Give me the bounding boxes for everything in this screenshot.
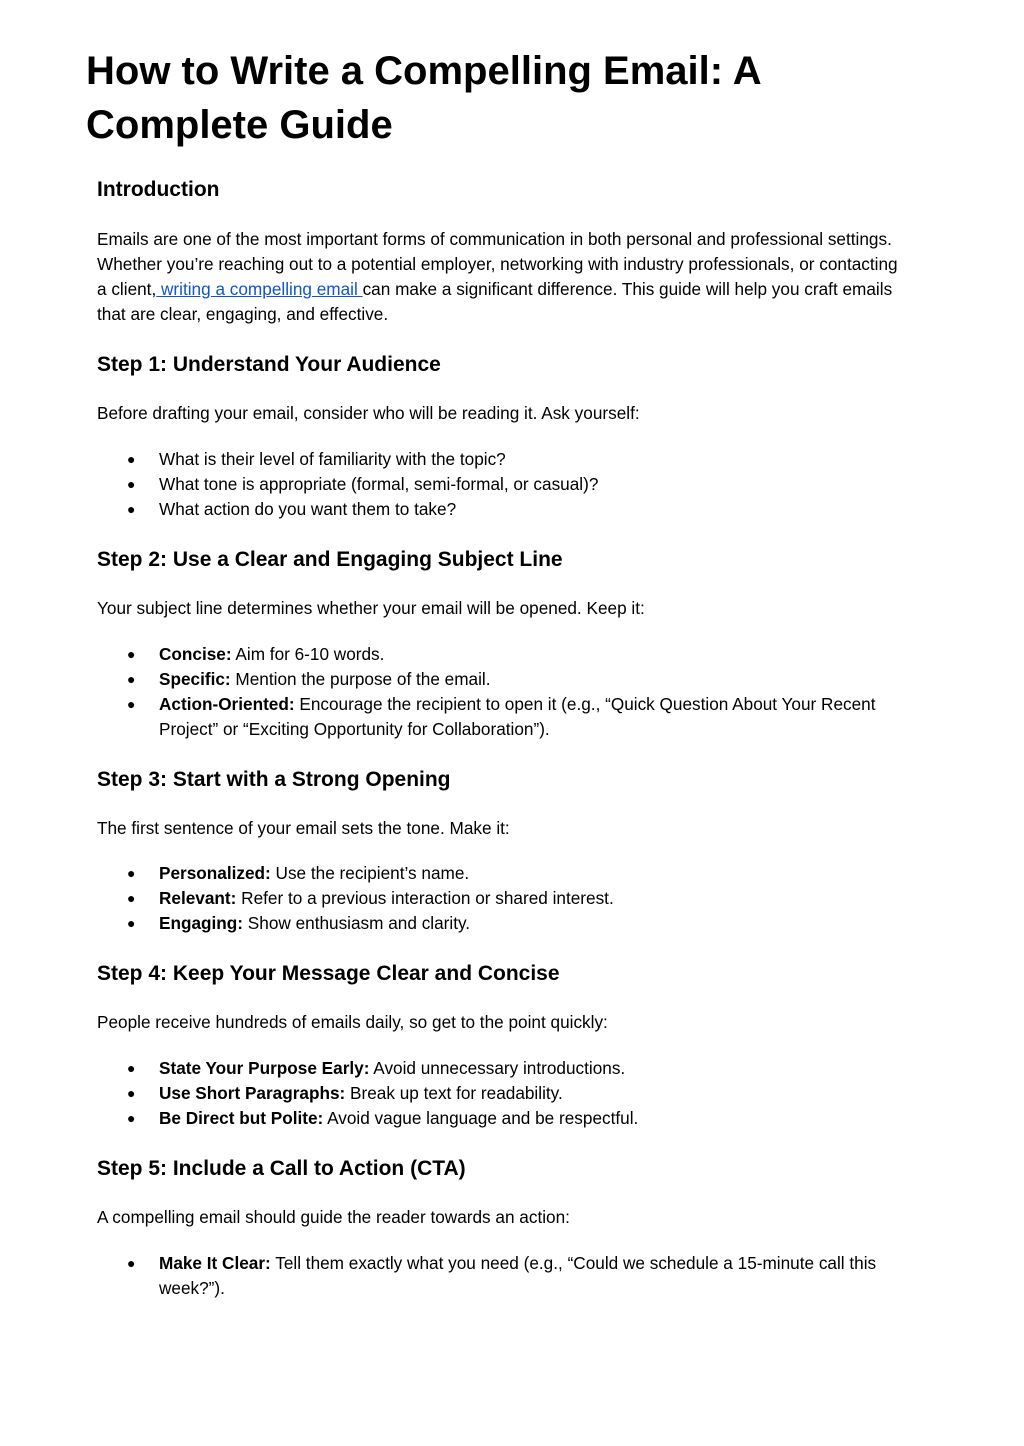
step2-lead: Your subject line determines whether your email will be opened. Keep it: bbox=[97, 598, 645, 618]
bullet-icon: ● bbox=[127, 476, 136, 492]
list-item-label: State Your Purpose Early: bbox=[159, 1058, 370, 1078]
list-item-text: Avoid vague language and be respectful. bbox=[323, 1108, 639, 1128]
step1-list bbox=[97, 447, 917, 522]
bullet-icon: ● bbox=[127, 915, 136, 931]
list-item-text: What tone is appropriate (formal, semi-formal, or casual)? bbox=[159, 474, 599, 494]
list-item-text: Tell them exactly what you need (e.g., “Could we schedule a 15-minute call this week?”). bbox=[159, 1253, 877, 1298]
bullet-icon: ● bbox=[127, 696, 136, 712]
list-item-label: Action-Oriented: bbox=[159, 694, 295, 714]
intro-text-after: can make a significant difference. This guide will help you craft emails that are clear, engaging, and effective. bbox=[97, 279, 893, 324]
step5-list bbox=[97, 1251, 917, 1301]
list-item bbox=[97, 1081, 917, 1106]
list-item-text: Encourage the recipient to open it (e.g., “Quick Question About Your Recent Project” or “Exciting Opportunity for Collaboration”). bbox=[159, 694, 876, 739]
intro-heading: Introduction bbox=[97, 178, 220, 201]
list-item-label: Concise: bbox=[159, 644, 232, 664]
list-item bbox=[97, 472, 917, 497]
step1-heading: Step 1: Understand Your Audience bbox=[97, 353, 441, 376]
bullet-icon: ● bbox=[127, 1110, 136, 1126]
list-item bbox=[97, 447, 917, 472]
list-item bbox=[97, 1056, 917, 1081]
list-item bbox=[97, 886, 917, 911]
step5-lead: A compelling email should guide the reader towards an action: bbox=[97, 1207, 570, 1227]
list-item bbox=[97, 692, 917, 742]
intro-text-before: Emails are one of the most important forms of communication in both personal and professional settings. Whether you’re reaching out to a potential employer, networking with industry professionals, or contacting a client, bbox=[97, 229, 898, 299]
bullet-icon: ● bbox=[127, 451, 136, 467]
step1-lead: Before drafting your email, consider who will be reading it. Ask yourself: bbox=[97, 403, 640, 423]
list-item-label: Relevant: bbox=[159, 888, 237, 908]
step2-heading: Step 2: Use a Clear and Engaging Subject Line bbox=[97, 548, 563, 571]
list-item bbox=[97, 1251, 917, 1301]
bullet-icon: ● bbox=[127, 890, 136, 906]
list-item-text: What is their level of familiarity with the topic? bbox=[159, 449, 506, 469]
intro-paragraph bbox=[97, 227, 907, 327]
step4-heading: Step 4: Keep Your Message Clear and Concise bbox=[97, 962, 560, 985]
bullet-icon: ● bbox=[127, 1255, 136, 1271]
list-item-text: Mention the purpose of the email. bbox=[230, 669, 491, 689]
step4-lead: People receive hundreds of emails daily, so get to the point quickly: bbox=[97, 1012, 608, 1032]
page-title: How to Write a Compelling Email: A Complete Guide bbox=[86, 49, 761, 147]
list-item bbox=[97, 667, 917, 692]
list-item-text: Avoid unnecessary introductions. bbox=[369, 1058, 626, 1078]
step4-list bbox=[97, 1056, 917, 1131]
step5-heading: Step 5: Include a Call to Action (CTA) bbox=[97, 1157, 466, 1180]
list-item bbox=[97, 497, 917, 522]
step3-lead: The first sentence of your email sets the tone. Make it: bbox=[97, 818, 510, 838]
step3-heading: Step 3: Start with a Strong Opening bbox=[97, 768, 451, 791]
list-item-text: Aim for 6-10 words. bbox=[231, 644, 385, 664]
bullet-icon: ● bbox=[127, 671, 136, 687]
list-item-label: Use Short Paragraphs: bbox=[159, 1083, 346, 1103]
bullet-icon: ● bbox=[127, 1085, 136, 1101]
list-item-label: Engaging: bbox=[159, 913, 244, 933]
bullet-icon: ● bbox=[127, 1060, 136, 1076]
list-item-text: Show enthusiasm and clarity. bbox=[243, 913, 471, 933]
list-item-text: What action do you want them to take? bbox=[159, 499, 457, 519]
list-item bbox=[97, 642, 917, 667]
bullet-icon: ● bbox=[127, 501, 136, 517]
list-item-label: Be Direct but Polite: bbox=[159, 1108, 324, 1128]
list-item-text: Use the recipient’s name. bbox=[270, 863, 470, 883]
list-item bbox=[97, 861, 917, 886]
list-item bbox=[97, 911, 917, 936]
list-item-text: Refer to a previous interaction or shared interest. bbox=[236, 888, 614, 908]
step2-list bbox=[97, 642, 917, 742]
list-item bbox=[97, 1106, 917, 1131]
bullet-icon: ● bbox=[127, 646, 136, 662]
list-item-label: Personalized: bbox=[159, 863, 271, 883]
list-item-label: Make It Clear: bbox=[159, 1253, 271, 1273]
writing-compelling-email-link[interactable]: writing a compelling email bbox=[156, 279, 363, 299]
step3-list bbox=[97, 861, 917, 936]
bullet-icon: ● bbox=[127, 865, 136, 881]
list-item-text: Break up text for readability. bbox=[345, 1083, 563, 1103]
list-item-label: Specific: bbox=[159, 669, 231, 689]
